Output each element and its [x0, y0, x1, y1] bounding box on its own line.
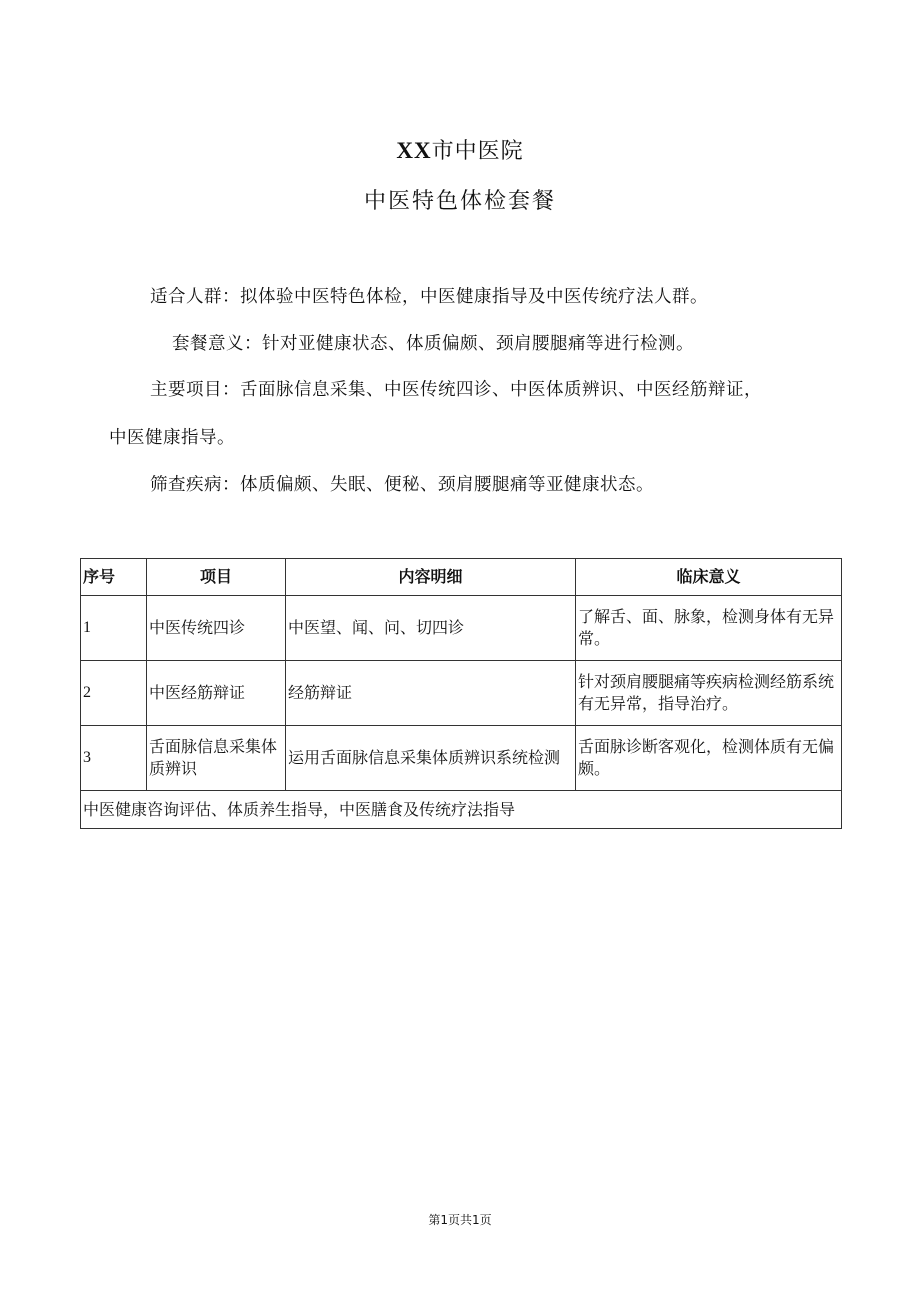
table-row — [81, 661, 842, 726]
hospital-title-prefix: XX — [396, 138, 432, 163]
row-significance: 舌面脉诊断客观化，检测体质有无偏颇。 — [576, 726, 842, 791]
hospital-title — [0, 134, 920, 165]
header-item: 项目 — [147, 559, 286, 596]
table-row — [81, 726, 842, 791]
row-item: 中医经筋辩证 — [147, 661, 286, 726]
page-number: 第1页共1页 — [428, 1213, 492, 1227]
row-no: 2 — [81, 661, 147, 726]
main-items-line1: 主要项目：舌面脉信息采集、中医传统四诊、中医体质辨识、中医经筋辩证， — [150, 380, 762, 400]
header-no: 序号 — [81, 559, 147, 596]
row-no: 1 — [81, 596, 147, 661]
package-title: 中医特色体检套餐 — [363, 189, 556, 214]
suitable-population: 适合人群：拟体验中医特色体检，中医健康指导及中医传统疗法人群。 — [150, 287, 708, 307]
row-detail: 经筋辩证 — [286, 661, 576, 726]
row-item: 舌面脉信息采集体质辨识 — [147, 726, 286, 791]
package-meaning: 套餐意义：针对亚健康状态、体质偏颇、颈肩腰腿痛等进行检测。 — [172, 334, 694, 354]
table-header-row — [81, 559, 842, 596]
main-items-line2: 中医健康指导。 — [109, 428, 235, 448]
exam-table — [80, 558, 842, 829]
row-significance: 了解舌、面、脉象，检测身体有无异常。 — [576, 596, 842, 661]
row-item: 中医传统四诊 — [147, 596, 286, 661]
row-significance: 针对颈肩腰腿痛等疾病检测经筋系统有无异常，指导治疗。 — [576, 661, 842, 726]
header-significance: 临床意义 — [576, 559, 842, 596]
header-detail: 内容明细 — [286, 559, 576, 596]
row-detail: 运用舌面脉信息采集体质辨识系统检测 — [286, 726, 576, 791]
table-row — [81, 596, 842, 661]
screening-diseases: 筛查疾病：体质偏颇、失眠、便秘、颈肩腰腿痛等亚健康状态。 — [150, 475, 654, 495]
footer-guidance: 中医健康咨询评估、体质养生指导，中医膳食及传统疗法指导 — [81, 791, 842, 829]
row-detail: 中医望、闻、问、切四诊 — [286, 596, 576, 661]
table-footer-row — [81, 791, 842, 829]
hospital-title-suffix: 市中医院 — [431, 139, 524, 164]
row-no: 3 — [81, 726, 147, 791]
